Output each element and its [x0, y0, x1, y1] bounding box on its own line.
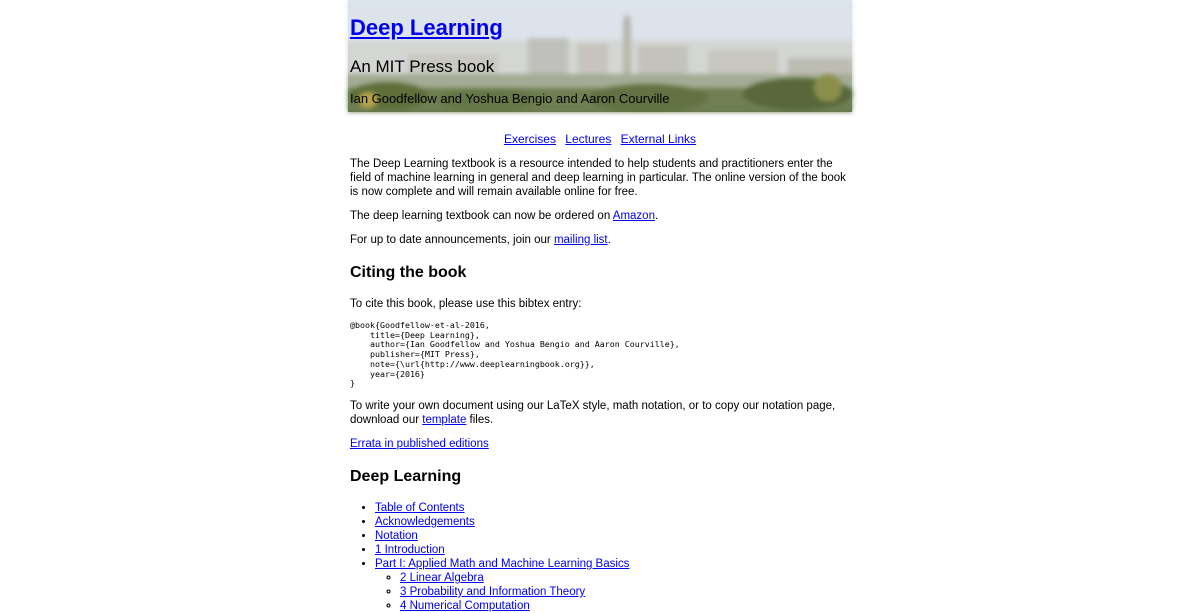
list-item — [400, 585, 852, 599]
header-banner — [348, 0, 852, 112]
template-link[interactable]: template — [422, 413, 467, 426]
list-item — [400, 599, 852, 613]
toc-link-introduction[interactable]: 1 Introduction — [375, 543, 445, 556]
citing-heading: Citing the book — [350, 264, 467, 281]
part-1-sublist — [375, 571, 852, 613]
template-text: To write your own document using our LaTeX style, math notation, or to copy our notation page, download our — [350, 399, 836, 426]
list-item — [375, 515, 852, 529]
toc-link-linear-algebra[interactable]: 2 Linear Algebra — [400, 571, 484, 584]
cite-instruction: To cite this book, please use this bibtex entry: — [350, 298, 582, 310]
order-suffix: . — [654, 210, 659, 222]
toc-link-numerical-computation[interactable]: 4 Numerical Computation — [400, 599, 530, 612]
bibtex-entry: @book{Goodfellow-et-al-2016, title={Deep Learning}, author={Ian Goodfellow and Yoshua Bengio and Aaron Courville}, publisher={MIT Press}, note={\url{http://www.deeplearningbook.org}}, year={2016} } — [350, 320, 680, 389]
order-paragraph — [350, 209, 850, 223]
nav-link-lectures[interactable]: Lectures — [565, 132, 612, 146]
list-item — [400, 571, 852, 585]
site-title-link[interactable]: Deep Learning — [350, 15, 503, 40]
template-paragraph — [350, 399, 850, 427]
updates-suffix: . — [607, 234, 611, 246]
top-nav — [348, 132, 852, 147]
list-item — [375, 543, 852, 557]
toc-link-table-of-contents[interactable]: Table of Contents — [375, 501, 465, 514]
template-suffix: files. — [466, 413, 494, 426]
intro-paragraph: The Deep Learning textbook is a resource intended to help students and practitioners enter the field of machine learning in general and deep learning in particular. The online version of the book is now complete and will remain available online for free. — [350, 158, 846, 198]
list-item — [375, 501, 852, 515]
toc-link-acknowledgements[interactable]: Acknowledgements — [375, 515, 475, 528]
page — [348, 0, 852, 613]
nav-link-external-links[interactable]: External Links — [620, 132, 697, 146]
toc-link-notation[interactable]: Notation — [375, 529, 418, 542]
table-of-contents-list — [348, 501, 852, 613]
book-authors: Ian Goodfellow and Yoshua Bengio and Aaron Courville — [350, 91, 670, 106]
nav-link-exercises[interactable]: Exercises — [503, 132, 556, 146]
amazon-link[interactable]: Amazon — [612, 210, 655, 222]
updates-text: For up to date announcements, join our — [350, 234, 554, 246]
toc-link-part-1[interactable]: Part I: Applied Math and Machine Learning Basics — [375, 557, 630, 570]
list-item — [375, 557, 852, 613]
book-subtitle: An MIT Press book — [350, 57, 495, 76]
order-text: The deep learning textbook can now be ordered on — [350, 210, 613, 222]
list-item — [375, 529, 852, 543]
errata-paragraph — [350, 437, 850, 451]
errata-link[interactable]: Errata in published editions — [350, 437, 489, 450]
updates-paragraph — [350, 233, 850, 247]
toc-link-probability[interactable]: 3 Probability and Information Theory — [400, 585, 586, 598]
mailing-list-link[interactable]: mailing list — [553, 234, 608, 246]
contents-heading: Deep Learning — [350, 467, 462, 485]
